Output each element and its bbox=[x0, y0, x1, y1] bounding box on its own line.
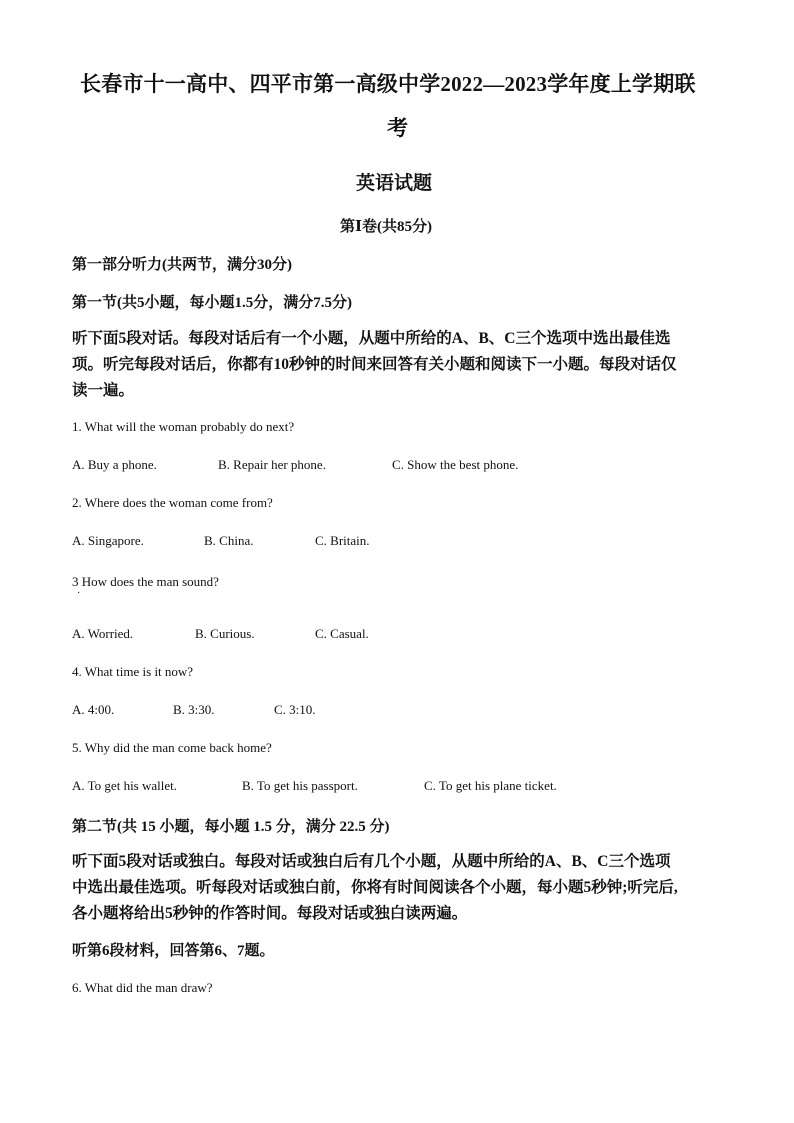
question-1-option-a: A. Buy a phone. bbox=[72, 457, 157, 472]
question-5-stem: 5. Why did the man come back home? bbox=[72, 740, 272, 755]
question-4-option-b: B. 3:30. bbox=[173, 702, 215, 717]
question-3-stem: 3 How does the man sound? bbox=[72, 574, 219, 589]
section1-instructions-line3: 读一遍。 bbox=[72, 382, 135, 399]
question-5-option-b: B. To get his passport. bbox=[242, 778, 358, 793]
question-1-stem: 1. What will the woman probably do next? bbox=[72, 419, 295, 434]
question-1-option-b: B. Repair her phone. bbox=[218, 457, 326, 472]
section1-instructions-line2: 项。听完每段对话后，你都有10秒钟的时间来回答有关小题和阅读下一小题。每段对话仅 bbox=[72, 356, 677, 373]
question-3-option-a: A. Worried. bbox=[72, 626, 134, 641]
exam-title-line2: 考 bbox=[387, 116, 409, 140]
exam-title-line1: 长春市十一高中、四平市第一高级中学2022—2023学年度上学期联 bbox=[80, 72, 696, 96]
question-4-option-c: C. 3:10. bbox=[274, 702, 316, 717]
question-2-option-a: A. Singapore. bbox=[72, 533, 144, 548]
volume-label: 第Ⅰ卷(共85分) bbox=[340, 219, 433, 235]
question-1-option-c: C. Show the best phone. bbox=[392, 457, 519, 472]
question-5-option-c: C. To get his plane ticket. bbox=[424, 778, 557, 793]
question-6-stem: 6. What did the man draw? bbox=[72, 980, 213, 995]
material-note: 听第6段材料，回答第6、7题。 bbox=[72, 943, 275, 959]
part1-heading: 第一部分听力(共两节，满分30分) bbox=[72, 257, 292, 273]
section1-instructions-line1: 听下面5段对话。每段对话后有一个小题，从题中所给的A、B、C三个选项中选出最佳选 bbox=[72, 330, 671, 347]
question-5-option-a: A. To get his wallet. bbox=[72, 778, 178, 793]
subject-title: 英语试题 bbox=[356, 173, 433, 194]
question-3-option-b: B. Curious. bbox=[195, 626, 255, 641]
question-3-option-c: C. Casual. bbox=[315, 626, 369, 641]
section1-heading: 第一节(共5小题，每小题1.5分，满分7.5分) bbox=[72, 295, 352, 311]
section2-instructions-line3: 各小题将给出5秒钟的作答时间。每段对话或独白读两遍。 bbox=[72, 905, 468, 922]
question-4-stem: 4. What time is it now? bbox=[72, 664, 194, 679]
question-3-stray-mark: · bbox=[77, 588, 81, 599]
section2-instructions-line1: 听下面5段对话或独白。每段对话或独白后有几个小题，从题中所给的A、B、C三个选项 bbox=[72, 853, 671, 870]
question-2-option-b: B. China. bbox=[204, 533, 254, 548]
question-2-option-c: C. Britain. bbox=[315, 533, 370, 548]
question-4-option-a: A. 4:00. bbox=[72, 702, 115, 717]
section2-heading: 第二节(共 15 小题，每小题 1.5 分，满分 22.5 分) bbox=[72, 819, 390, 835]
section2-instructions-line2: 中选出最佳选项。听每段对话或独白前，你将有时间阅读各个小题，每小题5秒钟;听完后, bbox=[72, 879, 678, 896]
question-2-stem: 2. Where does the woman come from? bbox=[72, 495, 273, 510]
